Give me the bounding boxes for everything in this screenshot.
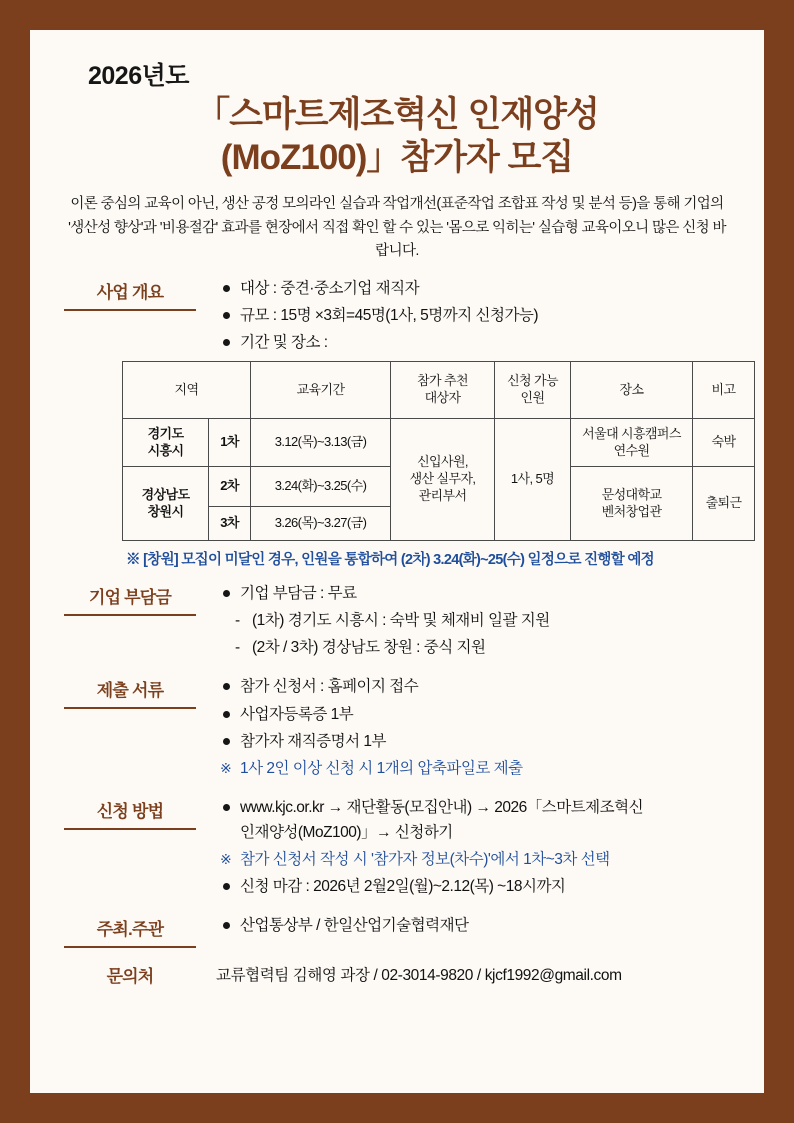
- list-item-note: ※ 1사 2인 이상 신청 시 1개의 압축파일로 제출: [220, 756, 730, 781]
- section-label-apply: 신청 방법: [64, 795, 196, 830]
- th-remark: 비고: [693, 362, 755, 419]
- list-item: 신청 마감 : 2026년 2월2일(월)~2.12(목) ~18시까지: [220, 874, 730, 899]
- title-line-2: (MoZ100)」참가자 모집: [220, 137, 574, 177]
- td-place-2: 문성대학교 벤처창업관: [571, 467, 693, 541]
- section-body-contact: [196, 960, 730, 985]
- section-documents: [64, 674, 730, 782]
- table-header-row: [123, 362, 755, 419]
- section-body-cost: [206, 581, 730, 662]
- title-year: 2026년도: [88, 62, 189, 90]
- section-label-overview: 사업 개요: [64, 276, 196, 311]
- intro-paragraph: 이론 중심의 교육이 아닌, 생산 공정 모의라인 실습과 작업개선(표준작업 조합표 작성 및 분석 등)을 통해 기업의 '생산성 향상'과 '비용절감' 효과를 현장에서 직접 확인 할 수 있는 '몸으로 익히는' 실습형 교육이오니 많은 신청 바랍니다.: [68, 196, 726, 260]
- schedule-table-wrapper: [64, 361, 742, 569]
- section-host: [64, 913, 730, 948]
- th-period: 교육기간: [251, 362, 391, 419]
- td-remark-1: 숙박: [693, 419, 755, 467]
- td-cha-3: 3차: [209, 507, 251, 541]
- list-item: 사업자등록증 1부: [220, 702, 730, 727]
- section-cost: [64, 581, 730, 662]
- td-region-1: 경기도 시흥시: [123, 419, 209, 467]
- th-capacity: 신청 가능 인원: [495, 362, 571, 419]
- list-item: - (2차 / 3차) 경상남도 창원 : 중식 지원: [220, 635, 730, 660]
- section-body-apply: [206, 795, 730, 901]
- section-body-overview: [206, 276, 730, 357]
- poster-page: [30, 30, 764, 1093]
- td-period-1: 3.12(목)~3.13(금): [251, 419, 391, 467]
- section-apply: [64, 795, 730, 901]
- td-cha-2: 2차: [209, 467, 251, 507]
- section-label-documents: 제출 서류: [64, 674, 196, 709]
- apply-line-2: 인재양성(MoZ100)」→ 신청하기: [240, 824, 453, 842]
- section-label-cost: 기업 부담금: [64, 581, 196, 616]
- td-remark-2: 출퇴근: [693, 467, 755, 541]
- list-item: 참가자 재직증명서 1부: [220, 729, 730, 754]
- title-line-1: 「스마트제조혁신 인재양성: [195, 95, 599, 134]
- section-label-host: 주최.주관: [64, 913, 196, 948]
- list-item: 기업 부담금 : 무료: [220, 581, 730, 606]
- td-capacity: 1사, 5명: [495, 419, 571, 541]
- list-item: 대상 : 중견·중소기업 재직자: [220, 276, 730, 301]
- table-note: ※ [창원] 모집이 미달인 경우, 인원을 통합하여 (2차) 3.24(화)~25(수) 일정으로 진행할 예정: [126, 552, 654, 569]
- section-overview: [64, 276, 730, 357]
- page-title: [64, 94, 730, 179]
- list-item: 기간 및 장소 :: [220, 330, 730, 355]
- list-item: 참가 신청서 : 홈페이지 접수: [220, 674, 730, 699]
- section-body-documents: [206, 674, 730, 782]
- td-period-3: 3.26(목)~3.27(금): [251, 507, 391, 541]
- schedule-table: [122, 361, 755, 541]
- list-item: 산업통상부 / 한일산업기술협력재단: [220, 913, 730, 938]
- th-place: 장소: [571, 362, 693, 419]
- apply-line-1: www.kjc.or.kr → 재단활동(모집안내) → 2026「스마트제조혁신: [240, 798, 644, 816]
- section-body-host: [206, 913, 730, 940]
- list-item: [220, 795, 730, 845]
- th-target: 참가 추천 대상자: [391, 362, 495, 419]
- th-region: 지역: [123, 362, 251, 419]
- list-item: 규모 : 15명 ×3회=45명(1사, 5명까지 신청가능): [220, 303, 730, 328]
- section-label-contact: 문의처: [106, 967, 154, 987]
- td-period-2: 3.24(화)~3.25(수): [251, 467, 391, 507]
- table-row: [123, 419, 755, 467]
- td-place-1: 서울대 시흥캠퍼스 연수원: [571, 419, 693, 467]
- td-cha-1: 1차: [209, 419, 251, 467]
- list-item-note: ※ 참가 신청서 작성 시 '참가자 정보(차수)'에서 1차~3차 선택: [220, 847, 730, 872]
- list-item: - (1차) 경기도 시흥시 : 숙박 및 체재비 일괄 지원: [220, 608, 730, 633]
- td-region-2: 경상남도 창원시: [123, 467, 209, 541]
- section-contact: [64, 960, 730, 987]
- td-target: 신입사원, 생산 실무자, 관리부서: [391, 419, 495, 541]
- contact-text: 교류협력팀 김해영 과장 / 02-3014-9820 / kjcf1992@gmail.com: [216, 967, 622, 985]
